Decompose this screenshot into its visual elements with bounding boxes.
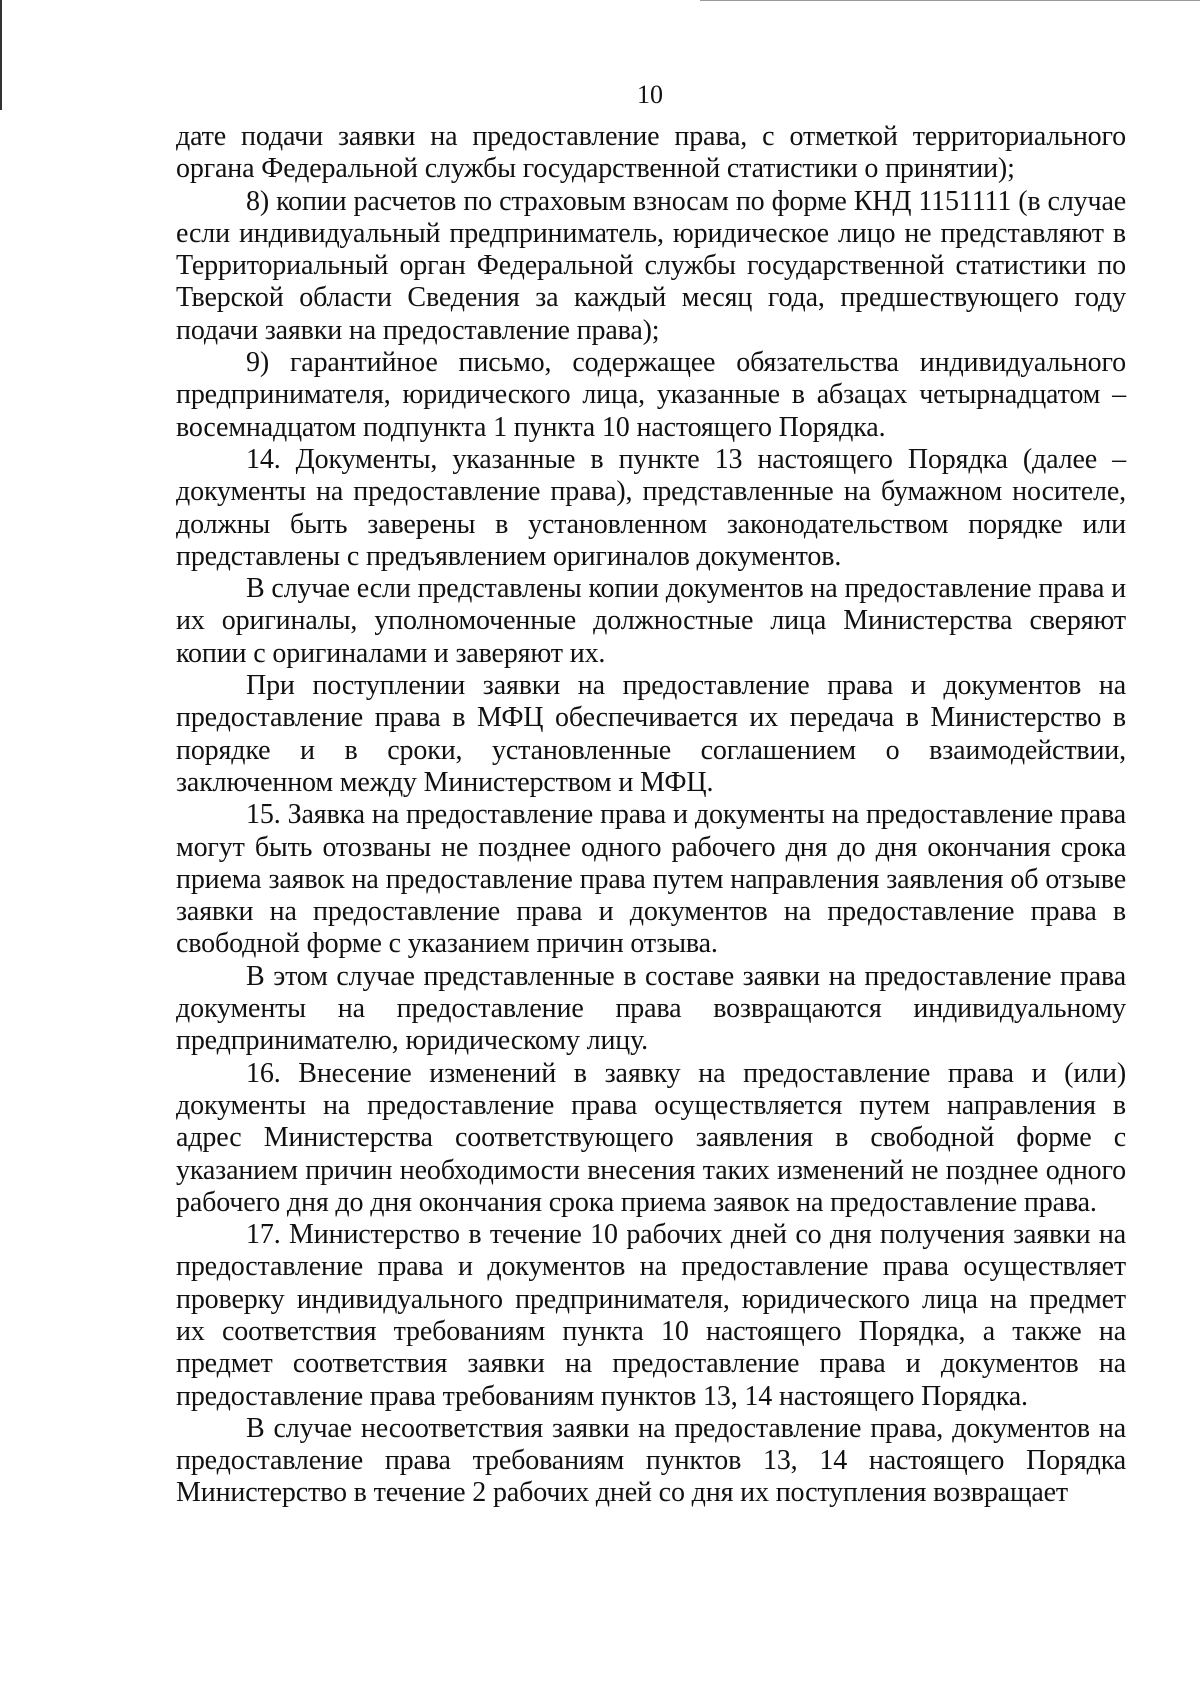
paragraph-copies-verification: В случае если представлены копии документов на предоставление права и их оригиналы, уполномоченные должностные лица Министерства сверяют копии с оригиналами и заверяют их. bbox=[176, 573, 1126, 669]
paragraph-item-8: 8) копии расчетов по страховым взносам по форме КНД 1151111 (в случае если индивидуальный предприниматель, юридическое лицо не представляют в Территориальный орган Федеральной службы государственной статистики по Тверской области Сведения за каждый месяц года, предшествующего году подачи заявки на предоставление права); bbox=[176, 185, 1126, 346]
paragraph-clause-15: 15. Заявка на предоставление права и документы на предоставление права могут быть отозваны не позднее одного рабочего дня до дня окончания срока приема заявок на предоставление права путем направления заявления об отзыве заявки на предоставление права и документов на предоставление права в свободной форме с указанием причин отзыва. bbox=[176, 799, 1126, 960]
paragraph-nonconformity: В случае несоответствия заявки на предоставление права, документов на предоставление права требованиям пунктов 13, 14 настоящего Порядка Министерство в течение 2 рабочих дней со дня их поступления возвращает bbox=[176, 1412, 1126, 1509]
paragraph-clause-16: 16. Внесение изменений в заявку на предоставление права и (или) документы на предоставление права осуществляется путем направления в адрес Министерства соответствующего заявления в свободной форме с указанием причин необходимости внесения таких изменений не позднее одного рабочего дня до дня окончания срока приема заявок на предоставление права. bbox=[176, 1057, 1126, 1218]
page-number: 10 bbox=[637, 80, 663, 109]
paragraph-clause-14: 14. Документы, указанные в пункте 13 настоящего Порядка (далее – документы на предоставление права), представленные на бумажном носителе, должны быть заверены в установленном законодательством порядке или представлены с предъявлением оригиналов документов. bbox=[176, 443, 1126, 572]
paragraph-documents-returned: В этом случае представленные в составе заявки на предоставление права документы на предоставление права возвращаются индивидуальному предпринимателю, юридическому лицу. bbox=[176, 960, 1126, 1057]
paragraph-clause-17: 17. Министерство в течение 10 рабочих дней со дня получения заявки на предоставление права и документов на предоставление права осуществляет проверку индивидуального предпринимателя, юридического лица на предмет их соответствия требованиям пункта 10 настоящего Порядка, а также на предмет соответствия заявки на предоставление права и документов на предоставление права требованиям пунктов 13, 14 настоящего Порядка. bbox=[176, 1219, 1126, 1412]
paragraph-item-9: 9) гарантийное письмо, содержащее обязательства индивидуального предпринимателя, юридического лица, указанные в абзацах четырнадцатом – восемнадцатом подпункта 1 пункта 10 настоящего Порядка. bbox=[176, 347, 1126, 443]
scan-edge-top bbox=[700, 0, 1200, 1]
paragraph-continuation: дате подачи заявки на предоставление права, с отметкой территориального органа Федеральной службы государственной статистики о принятии); bbox=[176, 121, 1126, 185]
paragraph-mfc-transfer: При поступлении заявки на предоставление права и документов на предоставление права в МФЦ обеспечивается их передача в Министерство в порядке и в сроки, установленные соглашением о взаимодействии, заключенном между Министерством и МФЦ. bbox=[176, 670, 1126, 798]
document-body bbox=[176, 121, 1126, 1510]
